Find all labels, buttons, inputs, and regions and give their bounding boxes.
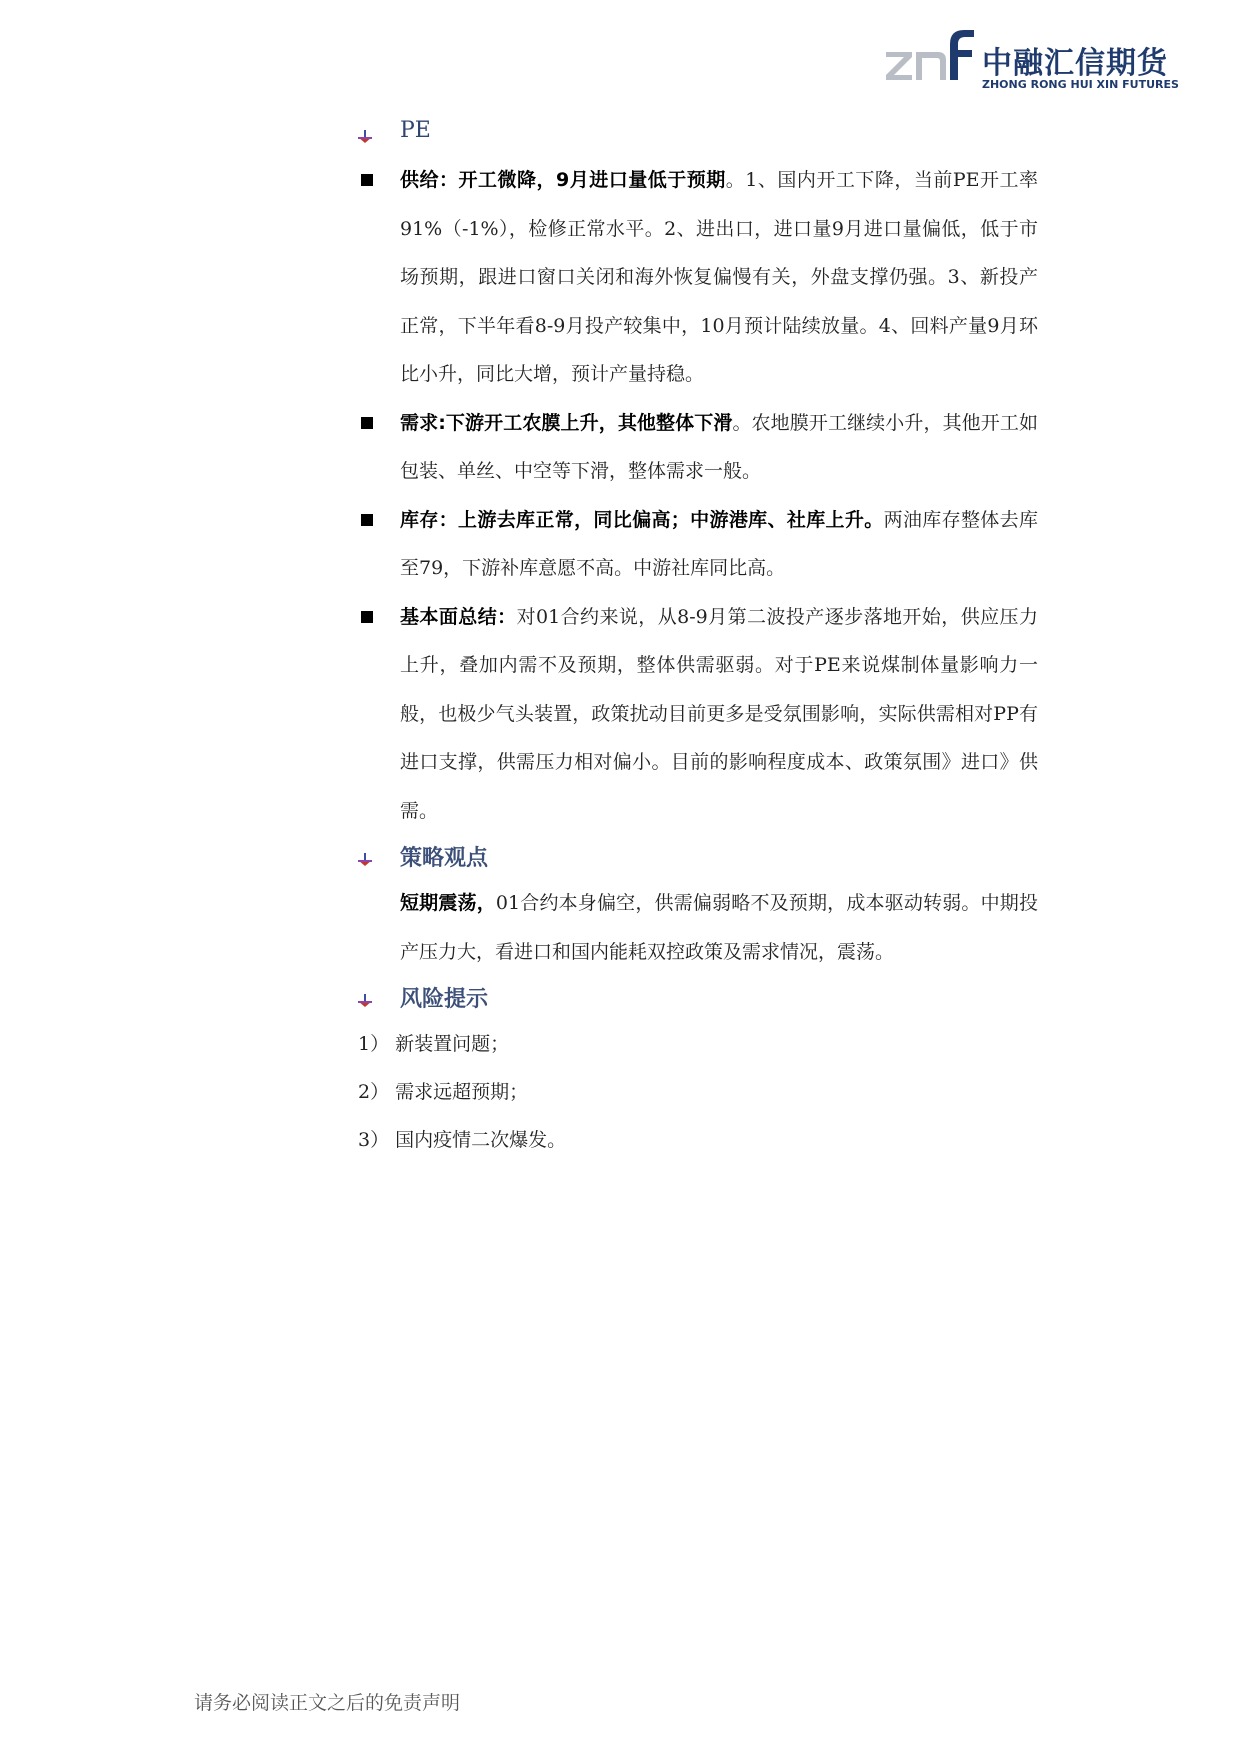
risk-item: 3） 国内疫情二次爆发。 [358, 1129, 567, 1151]
bullet-supply [358, 156, 1038, 399]
bullet-demand [358, 399, 1038, 496]
bullet-lead: 供给：开工微降，9月进口量低于预期 [400, 169, 726, 191]
report-body [358, 112, 1038, 1164]
strategy-lead: 短期震荡， [400, 892, 496, 914]
risk-list [358, 1020, 1038, 1164]
section-title: PE [400, 118, 431, 143]
bullet-inventory [358, 496, 1038, 593]
risk-item: 1） 新装置问题； [358, 1033, 510, 1055]
section-heading-risk [358, 976, 1038, 1020]
section-title: 策略观点 [400, 846, 489, 871]
logo-name-cn: 中融汇信期货 [982, 46, 1168, 81]
section-heading-strategy [358, 835, 1038, 879]
square-bullet-icon [361, 514, 373, 526]
arrow-bullet-icon [358, 994, 372, 1008]
bullet-text: 。农地膜开工继续小升，其他开工如包装、单丝、中空等下滑，整体需求一般。 [400, 411, 1038, 482]
bullet-lead: 库存：上游去库正常，同比偏高；中游港库、社库上升。 [400, 508, 884, 531]
znf-logo-mark [884, 28, 976, 84]
bullet-lead: 基本面总结： [400, 605, 517, 628]
disclaimer-footer: 请务必阅读正文之后的免责声明 [194, 1692, 461, 1714]
strategy-paragraph [358, 879, 1038, 976]
square-bullet-icon [361, 417, 373, 429]
bullet-lead: 需求:下游开工农膜上升，其他整体下滑 [400, 411, 733, 434]
risk-item: 2） 需求远超预期； [358, 1081, 529, 1103]
arrow-bullet-icon [358, 130, 372, 144]
arrow-bullet-icon [358, 853, 372, 867]
section-title: 风险提示 [400, 987, 489, 1012]
bullet-text: 对01合约来说，从8-9月第二波投产逐步落地开始，供应压力上升，叠加内需不及预期，整体供需驱弱。对于PE来说煤制体量影响力一般，也极少气头装置，政策扰动目前更多是受氛围影响，实际供需相对PP有进口支撑，供需压力相对偏小。目前的影响程度成本、政策氛围》进口》供需。 [400, 605, 1038, 822]
bullet-text: 。1、国内开工下降，当前PE开工率91%（-1%），检修正常水平。2、进出口，进口量9月进口量偏低，低于市场预期，跟进口窗口关闭和海外恢复偏慢有关，外盘支撑仍强。3、新投产正常，下半年看8-9月投产较集中，10月预计陆续放量。4、回料产量9月环比小升，同比大增，预计产量持稳。 [400, 169, 1038, 385]
bullet-text: 两油库存整体去库至79，下游补库意愿不高。中游社库同比高。 [400, 508, 1038, 579]
section-heading-pe [358, 112, 1038, 156]
square-bullet-icon [361, 174, 373, 186]
strategy-text: 01合约本身偏空，供需偏弱略不及预期，成本驱动转弱。中期投产压力大，看进口和国内能耗双控政策及需求情况，震荡。 [400, 892, 1038, 963]
logo-name-en: ZHONG RONG HUI XIN FUTURES [982, 78, 1179, 91]
company-logo [884, 28, 1179, 94]
bullet-summary [358, 593, 1038, 836]
square-bullet-icon [361, 611, 373, 623]
